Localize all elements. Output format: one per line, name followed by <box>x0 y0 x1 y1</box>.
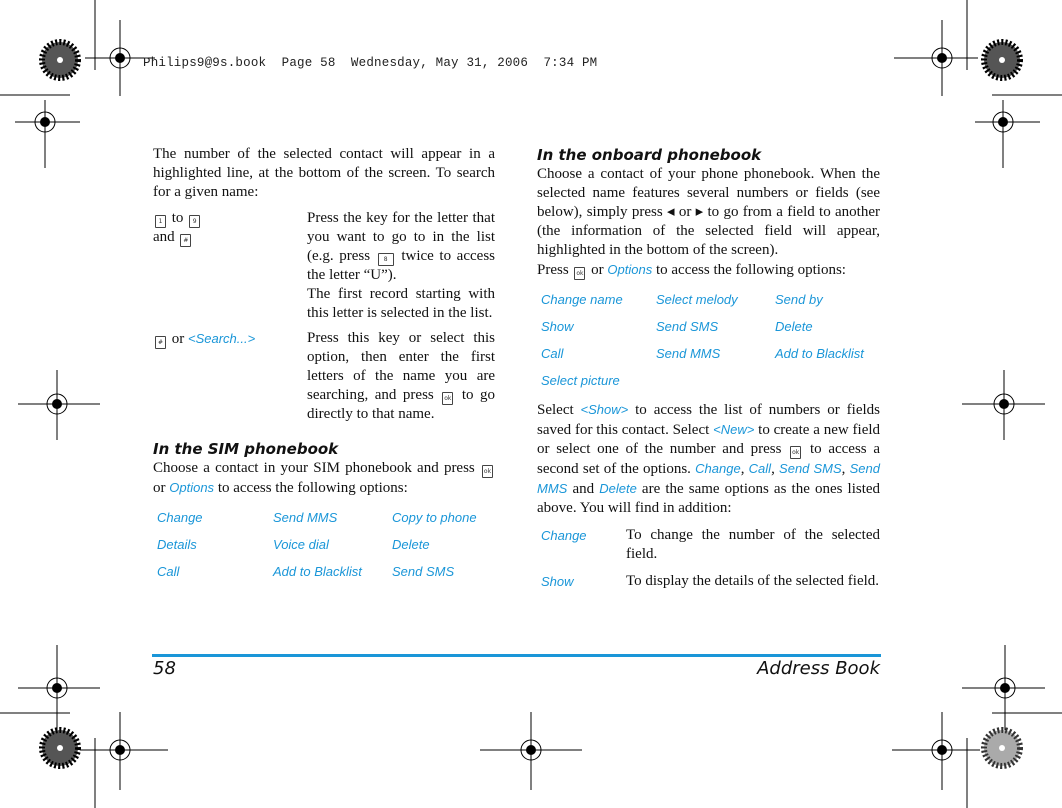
ok-key-icon: ok <box>442 392 453 405</box>
onboard-option: Show <box>541 319 574 334</box>
sim-option: Details <box>157 537 197 552</box>
left-arrow-icon: ◂ <box>667 204 675 220</box>
ok-key-icon: ok <box>482 465 493 478</box>
onboard-option: Add to Blacklist <box>775 346 864 361</box>
registration-target-tr <box>894 20 978 96</box>
sim-option: Add to Blacklist <box>273 564 362 579</box>
intro-paragraph: The number of the selected contact will appear in a highlighted line, at the bottom of the screen. To search for a given name: <box>153 146 495 200</box>
key-9-icon: 9 <box>189 215 200 228</box>
left-column <box>153 145 495 581</box>
field-description: To change the number of the selected field. <box>626 527 880 562</box>
ok-key-icon: ok <box>790 446 801 459</box>
key-8-icon: 8 <box>378 253 394 266</box>
onboard-option: Call <box>541 346 564 361</box>
sim-option: Send SMS <box>392 564 455 579</box>
key-1-icon: 1 <box>155 215 166 228</box>
search-key-table <box>153 209 495 424</box>
starburst-br <box>984 730 1020 766</box>
sim-option: Copy to phone <box>392 510 477 525</box>
sim-option: Delete <box>392 537 430 552</box>
ok-key-icon: ok <box>574 267 585 280</box>
onboard-options-grid <box>537 290 880 390</box>
select-show-paragraph: Select <Show> to access the list of numbers or fields saved for this contact. Select <New> to create a new field or select one of the number and press ok to access a second set of the options. Change, Call, Send SMS, Send MMS and Delete are the same options as the ones listed above. You will find in addition: <box>537 402 881 516</box>
starburst-tr <box>984 42 1020 78</box>
sim-option: Voice dial <box>273 537 329 552</box>
registration-target-l1 <box>15 100 80 168</box>
right-column <box>537 145 880 591</box>
print-header: Philips9@9s.book Page 58 Wednesday, May 31, 2006 7:34 PM <box>143 56 598 70</box>
sim-option: Change <box>157 510 203 525</box>
field-table <box>537 526 880 591</box>
field-term: Change <box>541 528 587 543</box>
search-key-term: # or <Search...> <box>153 329 307 424</box>
registration-target-r1 <box>975 100 1040 168</box>
onboard-option: Select picture <box>541 373 620 388</box>
onboard-option: Send SMS <box>656 319 719 334</box>
section-title: Address Book <box>757 658 880 679</box>
starburst-bl <box>42 730 78 766</box>
field-description: To display the details of the selected field. <box>626 573 880 589</box>
key-hash-icon: # <box>155 336 166 349</box>
press-options-line: Press ok or Options to access the following options: <box>537 262 846 278</box>
onboard-phonebook-heading: In the onboard phonebook <box>537 146 762 164</box>
key-hash-icon: # <box>180 234 191 247</box>
onboard-option: Delete <box>775 319 813 334</box>
onboard-option: Send MMS <box>656 346 721 361</box>
footer-rule <box>152 654 881 657</box>
search-key-description: Press this key or select this option, then enter the first letters of the name you are searching, and press ok to go directly to that name. <box>307 330 496 422</box>
onboard-option: Select melody <box>656 292 738 307</box>
sim-options-grid <box>153 508 495 581</box>
onboard-option: Change name <box>541 292 623 307</box>
onboard-option: Send by <box>775 292 823 307</box>
key-range-description: Press the key for the letter that you want to go to in the list (e.g. press 8 twice to access the letter “U”). The first record starting with this letter is selected in the list. <box>307 210 495 321</box>
sim-option: Send MMS <box>273 510 338 525</box>
field-term: Show <box>541 574 574 589</box>
sim-phonebook-heading: In the SIM phonebook <box>153 440 339 458</box>
starburst-tl <box>42 42 78 78</box>
right-arrow-icon: ▸ <box>695 204 704 220</box>
search-option: <Search...> <box>188 331 256 346</box>
sim-option: Call <box>157 564 180 579</box>
sim-phonebook-text: Choose a contact in your SIM phonebook and press ok or Options to access the following options: <box>153 460 492 496</box>
page-number: 58 <box>153 658 176 679</box>
key-range-term: 1 to 9 and # <box>153 209 307 323</box>
onboard-paragraph: Choose a contact of your phone phonebook. When the selected name features several numbers or fields (see below), simply press ◂ or ▸ to go from a field to another (the information of the selected field will appear, highlighted in the bottom of the screen). <box>537 166 880 258</box>
